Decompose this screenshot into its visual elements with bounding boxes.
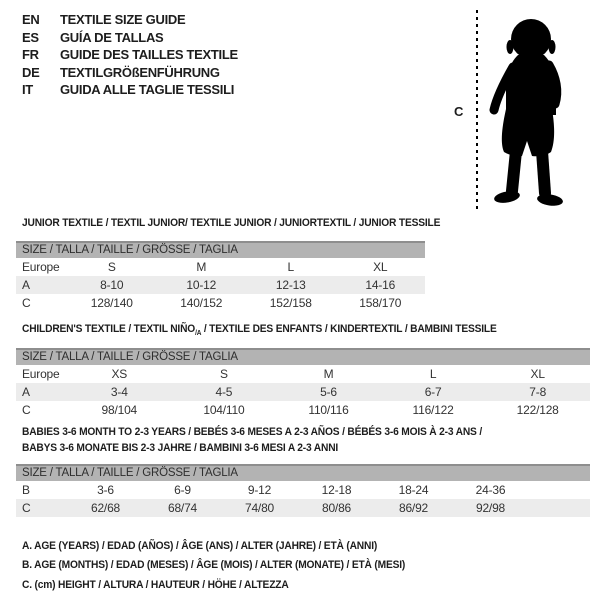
row-label: C (22, 501, 31, 515)
row-label: A (22, 278, 30, 292)
height-cell: 110/116 (308, 403, 349, 417)
age-cell: 14-16 (365, 278, 396, 292)
height-cell: 152/158 (269, 296, 312, 310)
language-list (22, 11, 238, 99)
toddler-silhouette-icon (487, 9, 567, 209)
language-label: GUÍA DE TALLAS (60, 29, 164, 45)
age-cell: 3-6 (97, 483, 114, 497)
row-label: C (22, 296, 31, 310)
legend-line-c (22, 576, 434, 595)
size-cell: S (107, 260, 116, 274)
row-label: Europe (22, 367, 60, 381)
head-shape (511, 19, 551, 59)
right-ear-shape (549, 40, 556, 54)
size-table-header (16, 348, 590, 365)
junior-textile-table (16, 241, 425, 312)
size-cell: XL (530, 367, 545, 381)
children-textile-table (16, 348, 590, 419)
junior-textile-title (22, 217, 472, 229)
legend-line-a (22, 537, 434, 556)
age-cell: 8-10 (100, 278, 124, 292)
size-header-label: SIZE / TALLA / TAILLE / GRÖSSE / TAGLIA (22, 351, 238, 363)
age-cell: 10-12 (186, 278, 217, 292)
right-leg-shape (542, 151, 545, 193)
language-code: EN (22, 12, 40, 27)
height-dashed-line (476, 10, 478, 212)
title-segment: / TEXTILE DES ENFANTS / KINDERTEXTIL / BAMBINI TESSILE (201, 323, 497, 335)
language-label: TEXTILE SIZE GUIDE (60, 12, 186, 27)
height-cell: 80/86 (321, 501, 352, 515)
age-cell: 12-13 (275, 278, 306, 292)
title-subscript: /A (195, 330, 202, 338)
size-table-header (16, 464, 590, 481)
height-cell: 140/152 (180, 296, 223, 310)
size-header-label: SIZE / TALLA / TAILLE / GRÖSSE / TAGLIA (22, 244, 238, 256)
size-cell: XL (373, 260, 388, 274)
table-row-age-months (16, 481, 590, 499)
language-row-it (22, 81, 238, 99)
language-label: GUIDA ALLE TAGLIE TESSILI (60, 82, 235, 98)
babies-textile-table (16, 464, 590, 517)
babies-textile-title (22, 425, 517, 456)
language-row-en (22, 11, 238, 29)
language-row-es (22, 29, 238, 47)
table-row-europe (16, 365, 590, 383)
age-cell: 12-18 (321, 483, 352, 497)
legend-line-b (22, 556, 434, 575)
left-ear-shape (507, 40, 514, 54)
language-label: TEXTILGRÖßENFÜHRUNG (60, 64, 220, 80)
age-cell: 7-8 (529, 385, 547, 399)
legend (22, 537, 434, 595)
row-label: B (22, 483, 30, 497)
height-cell: 92/98 (475, 501, 506, 515)
height-cell: 122/128 (516, 403, 559, 417)
size-cell: L (287, 260, 294, 274)
age-cell: 5-6 (320, 385, 337, 399)
age-cell: 4-5 (215, 385, 233, 399)
age-cell: 6-7 (424, 385, 442, 399)
language-row-fr (22, 46, 238, 64)
age-cell: 18-24 (398, 483, 429, 497)
table-row-height (16, 401, 590, 419)
language-code: FR (22, 47, 39, 63)
table-row-height (16, 499, 590, 517)
size-cell: M (196, 260, 207, 274)
height-cell: 128/140 (90, 296, 133, 310)
age-cell: 3-4 (110, 385, 128, 399)
size-cell: L (429, 367, 437, 381)
children-textile-title (22, 323, 532, 337)
age-cell: 24-36 (475, 483, 506, 497)
legend-text: C. (cm) HEIGHT / ALTURA / HAUTEUR / HÖHE / ALTEZZA (22, 578, 289, 591)
language-code: DE (22, 64, 40, 80)
table-row-age (16, 276, 425, 294)
left-leg-shape (512, 151, 516, 191)
age-cell: 9-12 (247, 483, 272, 497)
height-label-c: C (454, 104, 464, 119)
height-cell: 98/104 (101, 403, 138, 417)
height-cell: 104/110 (203, 403, 245, 417)
legend-text: B. AGE (MONTHS) / EDAD (MESES) / ÂGE (MOIS) / ALTER (MONATE) / ETÀ (MESI) (22, 559, 406, 572)
age-cell: 6-9 (174, 483, 191, 497)
language-code: IT (22, 82, 33, 98)
size-header-label: SIZE / TALLA / TAILLE / GRÖSSE / TAGLIA (22, 467, 238, 479)
babies-title-line1: BABIES 3-6 MONTH TO 2-3 YEARS / BEBÉS 3-6 MESES A 2-3 AÑOS / BÉBÉS 3-6 MOIS À 2-3 ANS / (22, 426, 483, 438)
size-table-header (16, 241, 425, 258)
babies-title-line2: BABYS 3-6 MONATE BIS 2-3 JAHRE / BAMBINI 3-6 MESI A 2-3 ANNI (22, 441, 339, 454)
height-cell: 116/122 (412, 403, 454, 417)
row-label: C (22, 403, 31, 417)
junior-textile-title-text: JUNIOR TEXTILE / TEXTIL JUNIOR/ TEXTILE JUNIOR / JUNIORTEXTIL / JUNIOR TESSILE (22, 217, 441, 229)
height-cell: 158/170 (359, 296, 402, 310)
row-label: A (22, 385, 30, 399)
children-textile-title-text (22, 323, 497, 337)
height-cell: 74/80 (244, 501, 275, 515)
height-figure (440, 0, 600, 240)
language-label: GUIDE DES TAILLES TEXTILE (60, 47, 238, 63)
row-label: Europe (22, 260, 60, 274)
height-cell: 68/74 (167, 501, 198, 515)
table-row-age (16, 383, 590, 401)
legend-text: A. AGE (YEARS) / EDAD (AÑOS) / ÂGE (ANS) / ALTER (JAHRE) / ETÀ (ANNI) (22, 540, 378, 552)
table-row-height (16, 294, 425, 312)
height-cell: 62/68 (90, 501, 121, 515)
size-cell: XS (111, 367, 128, 381)
table-row-europe (16, 258, 425, 276)
size-cell: M (323, 367, 334, 381)
title-segment: CHILDREN'S TEXTILE / TEXTIL NIÑO (22, 323, 196, 335)
language-row-de (22, 64, 238, 82)
language-code: ES (22, 29, 39, 45)
height-cell: 86/92 (398, 501, 429, 515)
size-cell: S (219, 367, 228, 381)
